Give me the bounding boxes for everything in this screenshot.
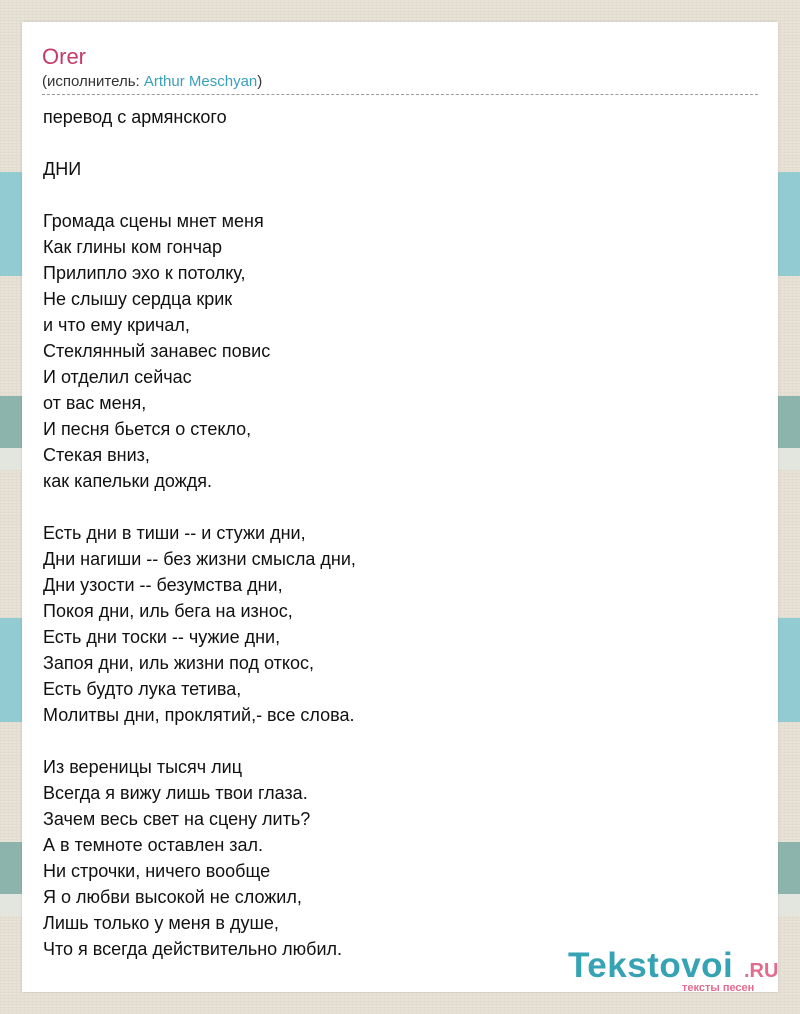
lyric-line	[43, 182, 743, 208]
lyric-line: И песня бьется о стекло,	[43, 419, 252, 439]
lyric-line: Есть дни тоски -- чужие дни,	[43, 627, 281, 647]
lyric-line: Я о любви высокой не сложил,	[43, 887, 302, 907]
lyric-line: Есть дни в тиши -- и стужи дни,	[43, 523, 306, 543]
title-divider	[42, 94, 758, 95]
lyric-line: и что ему кричал,	[43, 315, 190, 335]
lyric-line: перевод с армянского	[43, 107, 227, 127]
artist-suffix: )	[257, 73, 263, 90]
lyric-line: Зачем весь свет на сцену лить?	[43, 809, 311, 829]
lyric-line: Не слышу сердца крик	[43, 289, 233, 309]
lyric-line: А в темноте оставлен зал.	[43, 835, 264, 855]
lyrics-text	[43, 104, 743, 962]
lyric-line	[43, 130, 743, 156]
artist-prefix: (исполнитель:	[42, 73, 144, 90]
artist-link[interactable]: Arthur Meschyan	[143, 73, 258, 90]
lyric-line: Дни нагиши -- без жизни смысла дни,	[43, 549, 356, 569]
lyric-line: Лишь только у меня в душе,	[43, 913, 279, 933]
lyric-line: Громада сцены мнет меня	[43, 211, 264, 231]
lyric-line: Всегда я вижу лишь твои глаза.	[43, 783, 308, 803]
song-title: Orer	[42, 44, 86, 69]
lyric-line: Прилипло эхо к потолку,	[43, 263, 246, 283]
lyric-line: Покоя дни, иль бега на износ,	[43, 601, 293, 621]
lyric-line: Дни узости -- безумства дни,	[43, 575, 283, 595]
logo-tagline: тексты песен	[682, 982, 755, 994]
logo-tld: .RU	[744, 960, 779, 982]
lyric-line	[43, 728, 743, 754]
lyric-line: Ни строчки, ничего вообще	[43, 861, 271, 881]
lyric-line: Как глины ком гончар	[43, 237, 222, 257]
lyric-line: Стекая вниз,	[43, 445, 150, 465]
lyric-line: Что я всегда действительно любил.	[43, 939, 343, 959]
site-logo[interactable]	[568, 946, 778, 996]
lyric-line: Стеклянный занавес повис	[43, 341, 271, 361]
lyric-line: И отделил сейчас	[43, 367, 192, 387]
lyrics-card	[22, 22, 778, 992]
artist-line	[42, 73, 262, 91]
lyric-line: ДНИ	[43, 159, 82, 179]
lyric-line: Молитвы дни, проклятий,- все слова.	[43, 705, 355, 725]
lyric-line: от вас меня,	[43, 393, 147, 413]
logo-brand: Tekstovoi	[568, 946, 734, 985]
lyric-line: Есть будто лука тетива,	[43, 679, 242, 699]
lyric-line	[43, 494, 743, 520]
lyric-line: Из вереницы тысяч лиц	[43, 757, 243, 777]
lyric-line: Запоя дни, иль жизни под откос,	[43, 653, 314, 673]
lyric-line: как капельки дождя.	[43, 471, 213, 491]
